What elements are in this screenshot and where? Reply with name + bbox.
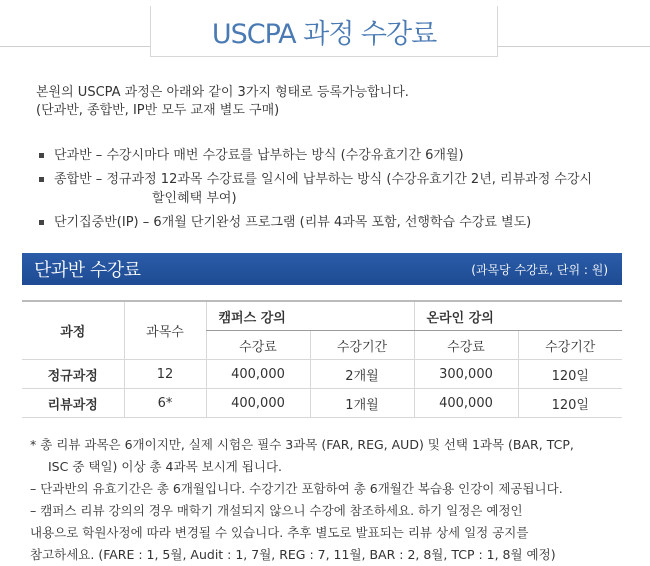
program-item-text: 단기집중반(IP) – 6개월 단기완성 프로그램 (리뷰 4과목 포함, 선행학습 수강료 별도): [54, 215, 532, 230]
subheader-online-period: 수강기간: [518, 331, 622, 360]
footnote-line: * 총 리뷰 과목은 6개이지만, 실제 시험은 필수 3과목 (FAR, REG, AUD) 및 선택 1과목 (BAR, TCP,: [30, 437, 574, 452]
page-title: USCPA 과정 수강료: [211, 18, 437, 50]
cell-campus-fee: 400,000: [206, 389, 310, 418]
header-course: 과정: [22, 301, 124, 360]
bullet-square-icon: [39, 220, 44, 225]
cell-count: 12: [124, 360, 206, 389]
program-item-comprehensive: [36, 170, 592, 208]
cell-online-period: 120일: [518, 360, 622, 389]
cell-course: 리뷰과정: [22, 389, 124, 418]
footnote-line: 내용으로 학원사정에 따라 변경될 수 있습니다. 추후 별도로 발표되는 리뷰 상세 일정 공지를: [30, 525, 529, 540]
program-item-text: [54, 170, 592, 208]
cell-campus-period: 2개월: [310, 360, 414, 389]
header-campus: 캠퍼스 강의: [206, 301, 414, 331]
cell-course: 정규과정: [22, 360, 124, 389]
title-header: [0, 0, 650, 62]
program-list: [36, 146, 592, 237]
header-count: 과목수: [124, 301, 206, 360]
cell-online-period: 120일: [518, 389, 622, 418]
cell-campus-period: 1개월: [310, 389, 414, 418]
bullet-square-icon: [39, 153, 44, 158]
table-header-row: [22, 301, 622, 331]
subheader-campus-period: 수강기간: [310, 331, 414, 360]
program-item-single: [36, 146, 592, 165]
table-row: [22, 389, 622, 418]
title-box: [150, 6, 498, 57]
intro-text: [36, 84, 409, 120]
header-online: 온라인 강의: [414, 301, 622, 331]
intro-line: 본원의 USCPA 과정은 아래와 같이 3가지 형태로 등록가능합니다.: [36, 85, 409, 100]
section-title: 단과반 수강료: [34, 260, 141, 281]
section-header: [22, 253, 622, 285]
program-item-intensive: [36, 213, 592, 232]
subheader-campus-fee: 수강료: [206, 331, 310, 360]
table-row: [22, 360, 622, 389]
section-unit-note: (과목당 수강료, 단위 : 원): [471, 262, 608, 277]
fee-table: [22, 300, 622, 418]
program-item-line: 할인혜택 부여): [152, 191, 237, 206]
footnote-line: ISC 중 택일) 이상 총 4과목 보시게 됩니다.: [48, 459, 283, 474]
cell-online-fee: 300,000: [414, 360, 518, 389]
footnote-line: – 캠퍼스 리뷰 강의의 경우 매학기 개설되지 않으니 수강에 참조하세요. 하기 일정은 예정인: [30, 503, 523, 518]
cell-campus-fee: 400,000: [206, 360, 310, 389]
cell-online-fee: 400,000: [414, 389, 518, 418]
subheader-online-fee: 수강료: [414, 331, 518, 360]
footnote-line: 참고하세요. (FARE : 1, 5월, Audit : 1, 7월, REG : 7, 11월, BAR : 2, 8월, TCP : 1, 8월 예정): [30, 547, 556, 562]
footnotes: [30, 434, 574, 566]
cell-count: 6*: [124, 389, 206, 418]
footnote-line: – 단과반의 유효기간은 총 6개월입니다. 수강기간 포함하여 총 6개월간 복습용 인강이 제공됩니다.: [30, 481, 563, 496]
bullet-square-icon: [39, 177, 44, 182]
program-item-text: 단과반 – 수강시마다 매번 수강료를 납부하는 방식 (수강유효기간 6개월): [54, 148, 464, 163]
intro-line: (단과반, 종합반, IP반 모두 교재 별도 구매): [36, 103, 280, 118]
program-item-line: 종합반 – 정규과정 12과목 수강료를 일시에 납부하는 방식 (수강유효기간 2년, 리뷰과정 수강시: [54, 172, 593, 187]
